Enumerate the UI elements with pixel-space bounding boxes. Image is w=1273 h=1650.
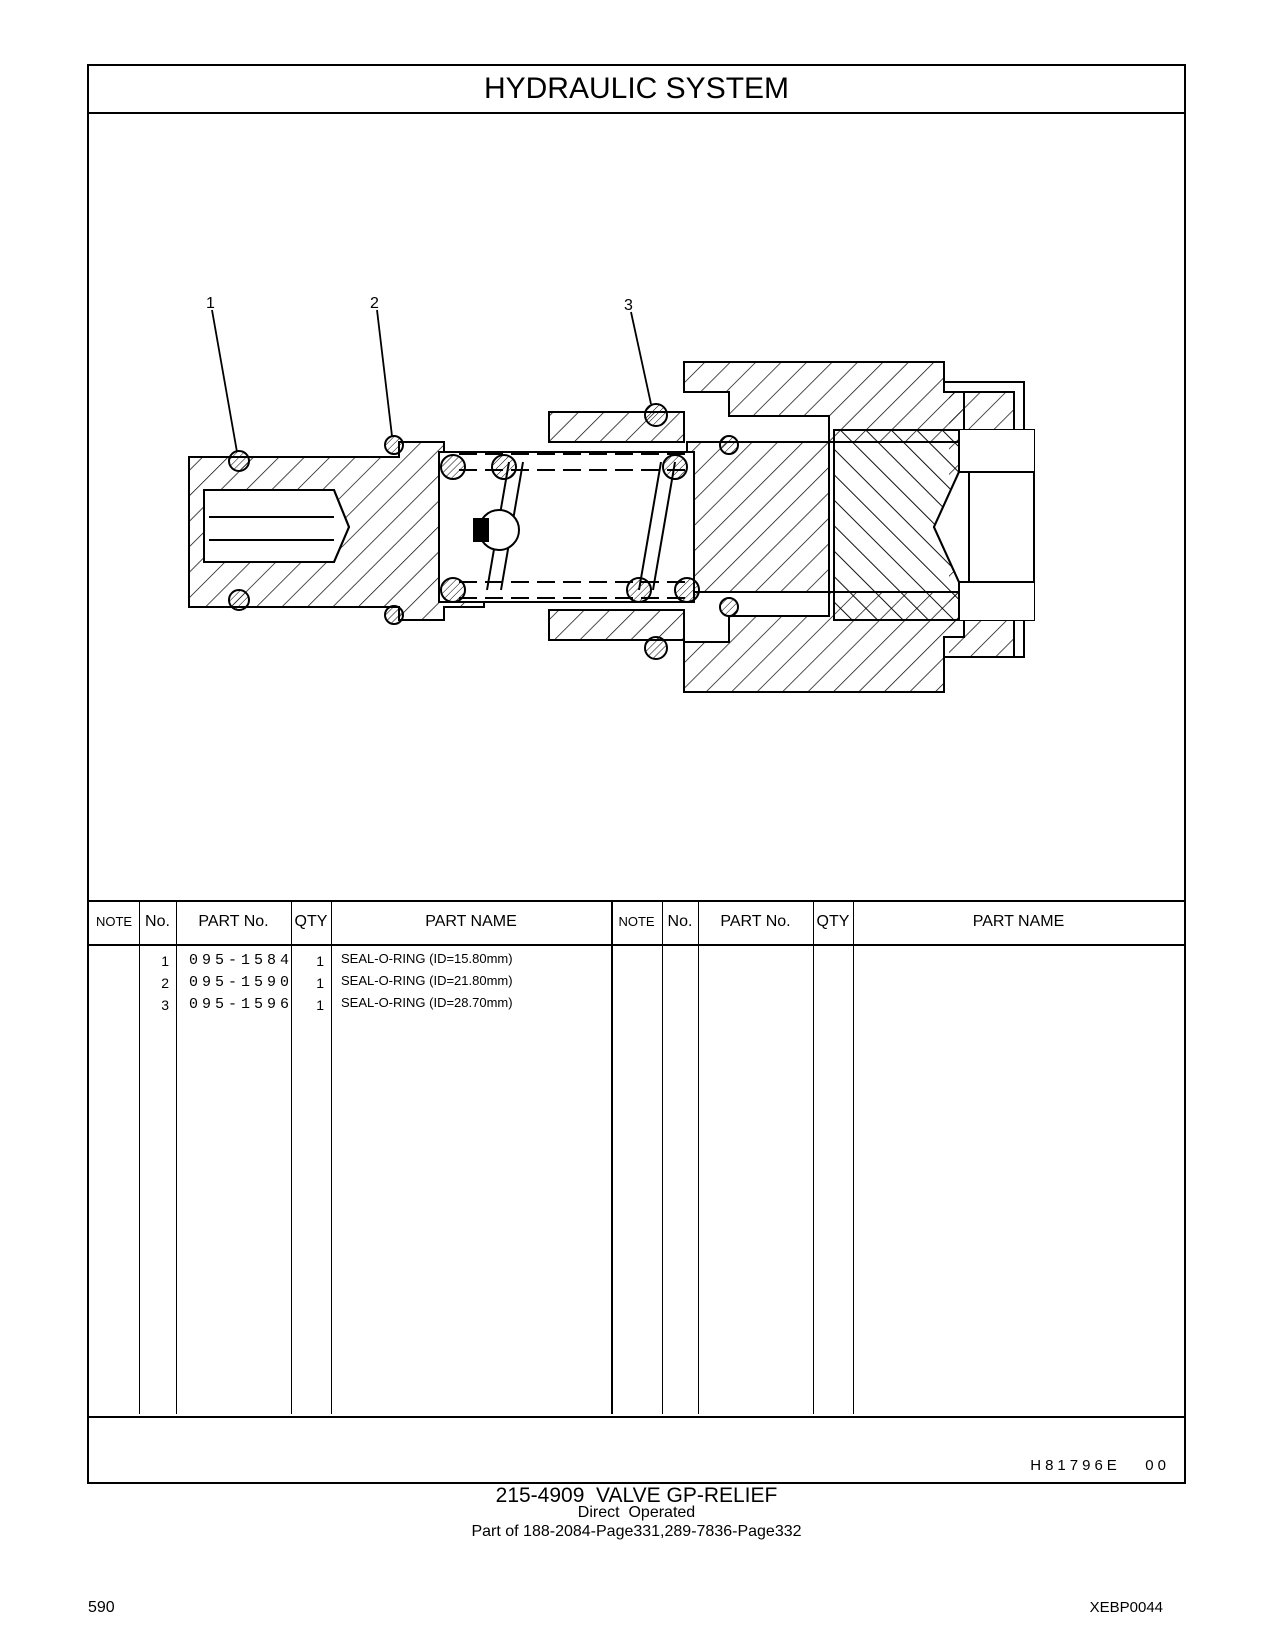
row-part-no: 095-1584 [189, 952, 294, 969]
row-no: 1 [161, 953, 169, 969]
header-qty-2: QTY [816, 913, 850, 930]
valve-drawing-svg [89, 112, 1184, 902]
col-divider [662, 900, 663, 1414]
header-qty: QTY [294, 913, 328, 930]
drawing-code: H81796E 00 [1030, 1457, 1170, 1474]
row-part-name: SEAL-O-RING (ID=28.70mm) [341, 995, 513, 1010]
col-divider [813, 900, 814, 1414]
col-divider [853, 900, 854, 1414]
callout-1: 1 [206, 295, 215, 312]
col-divider [331, 900, 332, 1414]
col-divider [176, 900, 177, 1414]
drawing-code-bar [89, 1416, 1184, 1484]
row-no: 2 [161, 975, 169, 991]
header-no-2: No. [667, 913, 693, 930]
callout-2: 2 [370, 295, 379, 312]
row-no: 3 [161, 997, 169, 1013]
row-part-name: SEAL-O-RING (ID=21.80mm) [341, 973, 513, 988]
row-qty: 1 [316, 975, 324, 991]
header-note-2: NOTE [618, 914, 655, 929]
header-part-name-2: PART NAME [972, 913, 1065, 930]
row-qty: 1 [316, 997, 324, 1013]
valve-cross-section-drawing [89, 112, 1184, 902]
page-title: HYDRAULIC SYSTEM [89, 66, 1184, 114]
header-no: No. [145, 913, 170, 930]
header-part-name: PART NAME [425, 913, 517, 930]
document-id: XEBP0044 [1089, 1599, 1163, 1616]
caption-subtitle: Direct Operated [577, 1504, 696, 1521]
header-part-no: PART No. [198, 913, 269, 930]
callout-3: 3 [624, 297, 633, 314]
page-frame [87, 64, 1186, 1484]
caption-part-of: Part of 188-2084-Page331,289-7836-Page332 [471, 1523, 802, 1540]
row-part-no: 095-1590 [189, 974, 294, 991]
header-part-no-2: PART No. [720, 913, 791, 930]
parts-table [89, 900, 1184, 1416]
col-divider [698, 900, 699, 1414]
row-part-name: SEAL-O-RING (ID=15.80mm) [341, 951, 513, 966]
caption-title: 215-4909 VALVE GP-RELIEF [495, 1484, 778, 1507]
header-note: NOTE [95, 914, 133, 929]
row-part-no: 095-1596 [189, 996, 294, 1013]
row-qty: 1 [316, 953, 324, 969]
page-number: 590 [88, 1599, 115, 1616]
col-divider [611, 900, 613, 1414]
